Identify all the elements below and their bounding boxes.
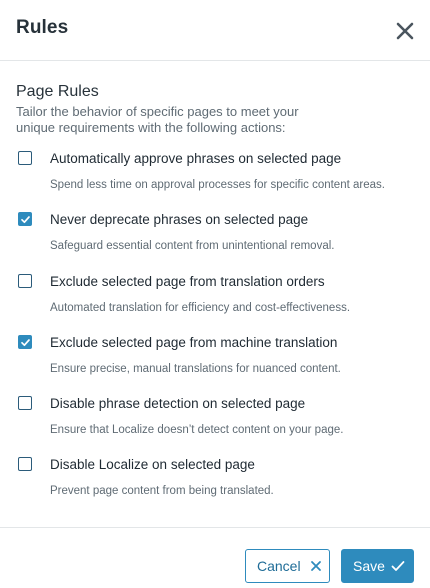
- rule-label[interactable]: Never deprecate phrases on selected page: [50, 212, 309, 228]
- cancel-button[interactable]: [245, 549, 330, 583]
- rule-never-deprecate: [16, 209, 421, 270]
- rule-disable-phrase-detection: [16, 393, 421, 454]
- rule-description: Ensure precise, manual translations for nuanced content.: [50, 362, 341, 375]
- close-button[interactable]: [394, 20, 416, 42]
- checkmark-icon: [391, 560, 405, 572]
- dialog-title: Rules: [16, 17, 69, 38]
- rule-checkbox[interactable]: [18, 457, 32, 471]
- close-icon: [394, 20, 416, 42]
- dialog-header: [0, 0, 430, 61]
- rule-description: Spend less time on approval processes for specific content areas.: [50, 179, 385, 191]
- close-icon: [310, 560, 322, 572]
- rule-description: Ensure that Localize doesn’t detect content on your page.: [50, 424, 344, 437]
- rule-label[interactable]: Automatically approve phrases on selected page: [50, 151, 342, 166]
- rule-checkbox[interactable]: [18, 212, 32, 226]
- checkmark-icon: [20, 337, 31, 348]
- section-title: Page Rules: [16, 83, 99, 100]
- cancel-button-label: Cancel: [257, 558, 301, 574]
- rule-exclude-orders: [16, 271, 421, 332]
- rule-checkbox[interactable]: [18, 274, 32, 288]
- rule-exclude-machine-translation: [16, 332, 421, 393]
- rule-description: Safeguard essential content from unintentional removal.: [50, 240, 335, 253]
- section-description: Tailor the behavior of specific pages to meet your unique requirements with the following actions:: [16, 104, 299, 135]
- rule-disable-localize: [16, 454, 421, 515]
- rule-description: Automated translation for efficiency and cost-effectiveness.: [50, 301, 351, 314]
- rule-checkbox[interactable]: [18, 396, 32, 410]
- rule-checkbox[interactable]: [18, 335, 32, 349]
- rule-description: Prevent page content from being translated.: [50, 485, 274, 498]
- save-button[interactable]: [341, 549, 414, 583]
- rules-list: [16, 148, 421, 516]
- rule-label[interactable]: Exclude selected page from machine translation: [50, 334, 338, 350]
- rule-label[interactable]: Exclude selected page from translation orders: [50, 273, 325, 289]
- rule-auto-approve: [16, 148, 421, 209]
- rule-checkbox[interactable]: [18, 151, 32, 165]
- rule-label[interactable]: Disable phrase detection on selected page: [50, 396, 306, 412]
- save-button-label: Save: [353, 558, 385, 574]
- dialog-body: [16, 82, 416, 136]
- dialog-footer: [0, 527, 430, 588]
- rule-label[interactable]: Disable Localize on selected page: [50, 457, 255, 473]
- checkmark-icon: [20, 214, 31, 225]
